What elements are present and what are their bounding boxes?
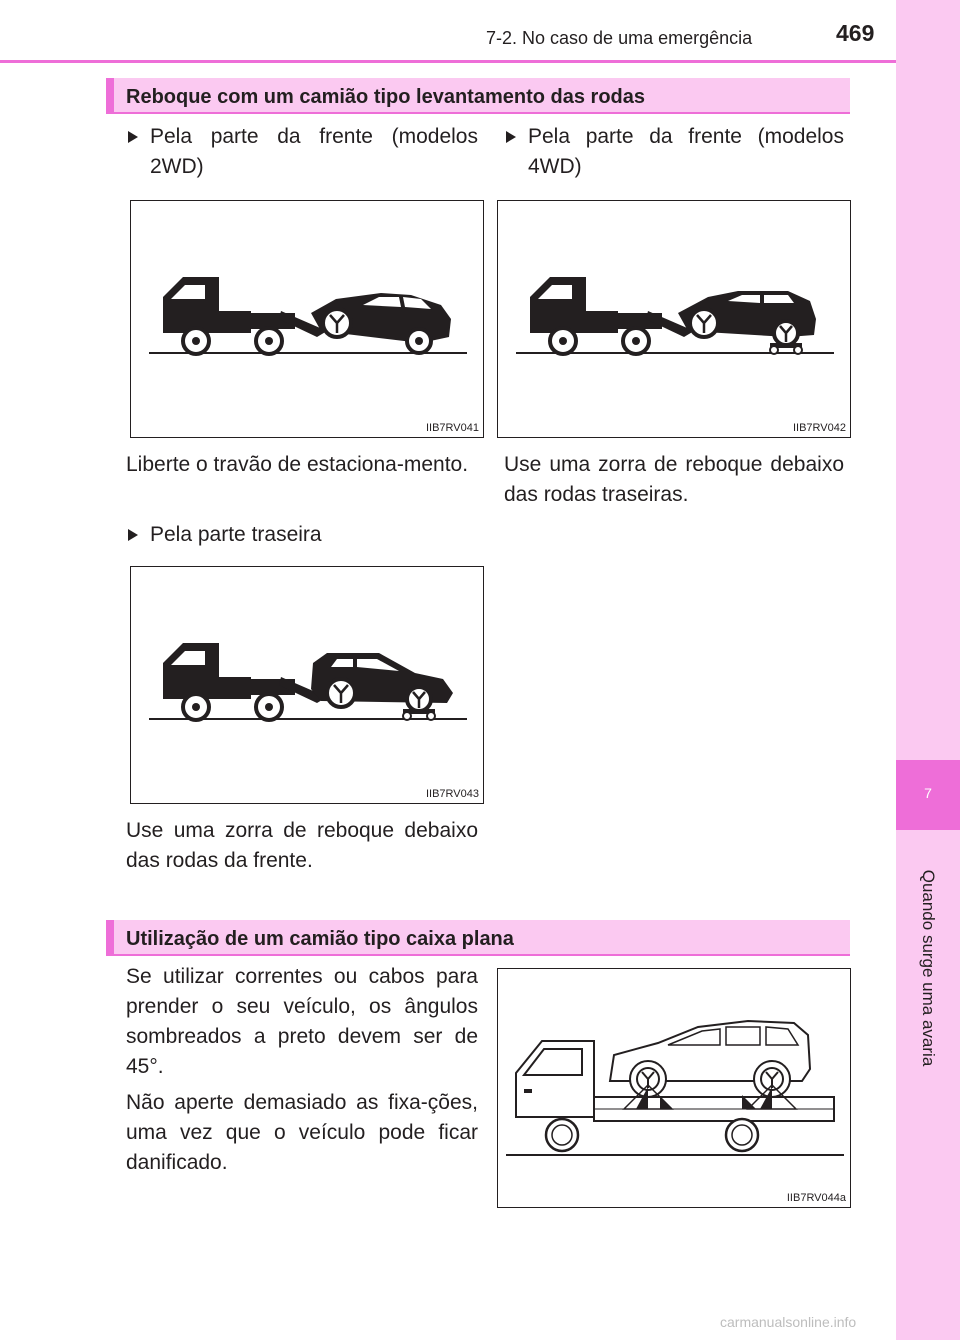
- footer-watermark: carmanualsonline.info: [720, 1314, 857, 1330]
- caption-rear: Use uma zorra de reboque debaixo das rodas da frente.: [126, 819, 478, 872]
- bullet-arrow-icon: [128, 131, 138, 143]
- bullet-rear-text: Pela parte traseira: [150, 523, 322, 546]
- bullet-front-4wd-text: Pela parte da frente (modelos 4WD): [528, 125, 844, 178]
- flatbed-truck-illustration: [498, 969, 852, 1209]
- bullet-front-2wd: [126, 122, 478, 182]
- wheel-lift-front-4wd-illustration: [498, 201, 852, 439]
- flatbed-paragraph-2: Não aperte demasiado as fixa-ções, uma vez que o veículo pode ficar danificado.: [126, 1091, 478, 1174]
- figure-front-2wd: [130, 200, 484, 438]
- caption-front-4wd: Use uma zorra de reboque debaixo das rodas traseiras.: [504, 453, 844, 506]
- section-heading-wheel-lift: Reboque com um camião tipo levantamento das rodas: [106, 78, 850, 114]
- running-header-title: 7-2. No caso de uma emergência: [486, 28, 753, 48]
- chapter-side-tab: [896, 0, 960, 1340]
- header-rule: [0, 60, 896, 63]
- figure-front-4wd: [497, 200, 851, 438]
- page-number: 469: [836, 20, 875, 46]
- flatbed-paragraph-1: Se utilizar correntes ou cabos para prender o seu veículo, os ângulos sombreados a preto devem ser de 45°.: [126, 965, 478, 1078]
- section-heading-flatbed: Utilização de um camião tipo caixa plana: [106, 920, 850, 956]
- bullet-front-2wd-text: Pela parte da frente (modelos 2WD): [150, 125, 478, 178]
- bullet-front-4wd: [504, 122, 844, 182]
- bullet-arrow-icon: [128, 529, 138, 541]
- figure-code: IIB7RV041: [425, 422, 479, 434]
- wheel-lift-front-2wd-illustration: [131, 201, 485, 439]
- figure-code: IIB7RV042: [792, 422, 846, 434]
- figure-rear: [130, 566, 484, 804]
- bullet-rear: [126, 520, 478, 550]
- wheel-lift-rear-illustration: [131, 567, 485, 805]
- caption-front-2wd: Liberte o travão de estaciona-mento.: [126, 453, 469, 476]
- figure-flatbed: [497, 968, 851, 1208]
- figure-code: IIB7RV043: [425, 788, 479, 800]
- bullet-arrow-icon: [506, 131, 516, 143]
- chapter-number: 7: [896, 760, 960, 830]
- chapter-title: Quando surge uma avaria: [919, 869, 938, 1067]
- figure-code: IIB7RV044a: [786, 1192, 846, 1204]
